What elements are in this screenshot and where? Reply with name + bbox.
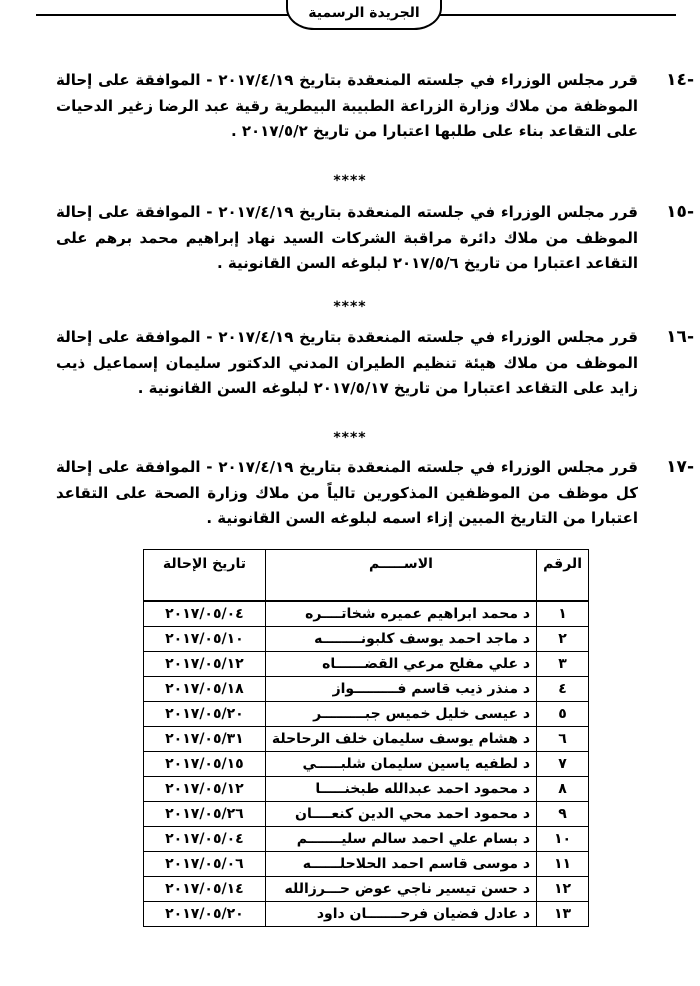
row-number: ٧ xyxy=(537,752,589,777)
row-date: ٢٠١٧/٠٥/٠٤ xyxy=(144,601,266,627)
row-number: ١٣ xyxy=(537,902,589,927)
row-number: ٣ xyxy=(537,652,589,677)
row-date: ٢٠١٧/٠٥/١٢ xyxy=(144,652,266,677)
row-date: ٢٠١٧/٠٥/٢٦ xyxy=(144,802,266,827)
table-row xyxy=(144,902,589,927)
header-name: الاســـــم xyxy=(265,550,536,602)
separator-stars: **** xyxy=(333,173,367,189)
row-number: ١١ xyxy=(537,852,589,877)
retirees-table xyxy=(143,549,589,927)
row-date: ٢٠١٧/٠٥/٠٤ xyxy=(144,827,266,852)
table-header-row xyxy=(144,550,589,602)
row-name: د هشام يوسف سليمان خلف الرحاحلة xyxy=(265,727,536,752)
table-body xyxy=(144,601,589,927)
row-number: ٨ xyxy=(537,777,589,802)
row-date: ٢٠١٧/٠٥/٠٦ xyxy=(144,852,266,877)
row-number: ١ xyxy=(537,601,589,627)
table-row xyxy=(144,627,589,652)
decision-item-14 xyxy=(56,68,694,145)
table-row xyxy=(144,852,589,877)
separator-stars: **** xyxy=(333,430,367,446)
row-name: د محمود احمد محي الدين كنعــــان xyxy=(265,802,536,827)
table-row xyxy=(144,702,589,727)
row-name: د عيسى خليل خميس جبـــــــــر xyxy=(265,702,536,727)
row-number: ٦ xyxy=(537,727,589,752)
row-date: ٢٠١٧/٠٥/٢٠ xyxy=(144,902,266,927)
row-date: ٢٠١٧/٠٥/١٤ xyxy=(144,877,266,902)
table-row xyxy=(144,827,589,852)
table-row xyxy=(144,652,589,677)
row-name: د حسن تيسير ناجي عوض حـــرزالله xyxy=(265,877,536,902)
row-number: ١٢ xyxy=(537,877,589,902)
row-name: د بسام علي احمد سالم سليـــــــم xyxy=(265,827,536,852)
row-date: ٢٠١٧/٠٥/٢٠ xyxy=(144,702,266,727)
row-name: د ماجد احمد يوسف كلبونــــــــه xyxy=(265,627,536,652)
row-name: د عادل فضيان فرحـــــــان داود xyxy=(265,902,536,927)
item-number: -١٥ xyxy=(666,202,694,222)
table-row xyxy=(144,802,589,827)
row-name: د موسى قاسم احمد الحلاحلــــــه xyxy=(265,852,536,877)
item-text: قرر مجلس الوزراء في جلسته المنعقدة بتاريخ ٢٠١٧/٤/١٩ - الموافقة على إحالة الموظف من ملاك هيئة تنظيم الطيران المدني الدكتور سليمان إسماعيل ذيب زايد على التقاعد اعتبارا من تاريخ ٢٠١٧/٥/١٧ لبلوغه السن القانونية . xyxy=(56,328,638,397)
table-row xyxy=(144,877,589,902)
item-text: قرر مجلس الوزراء في جلسته المنعقدة بتاريخ ٢٠١٧/٤/١٩ - الموافقة على إحالة كل موظف من الموظفين المذكورين تالياً من ملاك وزارة الصحة على التقاعد اعتبارا من التاريخ المبين إزاء اسمه لبلوغه السن القانونية . xyxy=(56,458,638,527)
row-date: ٢٠١٧/٠٥/١٨ xyxy=(144,677,266,702)
row-date: ٢٠١٧/٠٥/١٠ xyxy=(144,627,266,652)
row-name: د علي مفلح مرعي القضــــــاه xyxy=(265,652,536,677)
decision-item-15 xyxy=(56,200,694,277)
row-name: د لطفيه ياسين سليمان شلبـــــي xyxy=(265,752,536,777)
item-number: -١٦ xyxy=(666,327,694,347)
decision-item-16 xyxy=(56,325,694,402)
row-name: د منذر ذيب قاسم فـــــــــواز xyxy=(265,677,536,702)
row-number: ٢ xyxy=(537,627,589,652)
table-row xyxy=(144,677,589,702)
row-date: ٢٠١٧/٠٥/١٥ xyxy=(144,752,266,777)
row-name: د محمد ابراهيم عميره شخاتــــره xyxy=(265,601,536,627)
row-number: ٩ xyxy=(537,802,589,827)
row-date: ٢٠١٧/٠٥/٣١ xyxy=(144,727,266,752)
row-number: ٥ xyxy=(537,702,589,727)
table-row xyxy=(144,752,589,777)
table-row xyxy=(144,727,589,752)
separator-stars: **** xyxy=(333,299,367,315)
table-row xyxy=(144,601,589,627)
item-number: -١٤ xyxy=(666,70,694,90)
row-date: ٢٠١٧/٠٥/١٢ xyxy=(144,777,266,802)
item-number: -١٧ xyxy=(666,457,694,477)
header-number: الرقم xyxy=(537,550,589,602)
table-row xyxy=(144,777,589,802)
header-date: تاريخ الإحالة xyxy=(144,550,266,602)
decision-item-17 xyxy=(56,455,694,532)
page-header-title: الجريدة الرسمية xyxy=(286,0,442,30)
row-number: ٤ xyxy=(537,677,589,702)
item-text: قرر مجلس الوزراء في جلسته المنعقدة بتاريخ ٢٠١٧/٤/١٩ - الموافقة على إحالة الموظفة من ملاك وزارة الزراعة الطبيبة البيطرية رقية عبد الرضا زغير الدحيات على التقاعد بناء على طلبها اعتبارا من تاريخ ٢٠١٧/٥/٢ . xyxy=(56,71,638,140)
item-text: قرر مجلس الوزراء في جلسته المنعقدة بتاريخ ٢٠١٧/٤/١٩ - الموافقة على إحالة الموظف من ملاك دائرة مراقبة الشركات السيد نهاد إبراهيم محمد برهم على التقاعد اعتبارا من تاريخ ٢٠١٧/٥/٦ لبلوغه السن القانونية . xyxy=(56,203,638,272)
row-number: ١٠ xyxy=(537,827,589,852)
row-name: د محمود احمد عبدالله طبخنـــــا xyxy=(265,777,536,802)
